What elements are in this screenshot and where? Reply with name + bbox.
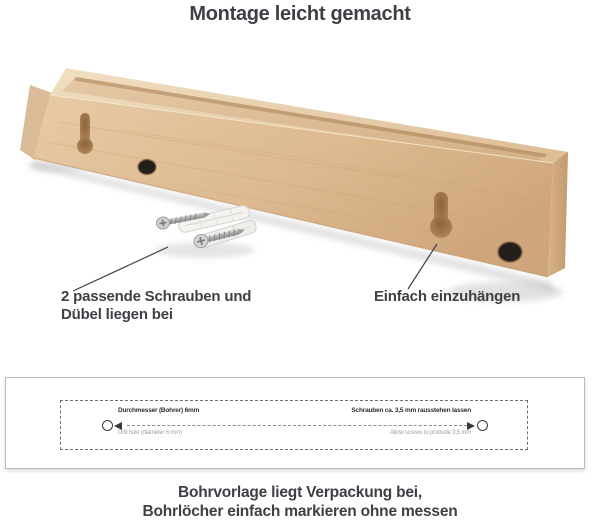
arrow-left-icon <box>114 422 122 430</box>
callout-hang-label: Einfach einzuhängen <box>374 288 521 305</box>
left-mark-label-de: Durchmesser (Bohrer) 6mm <box>118 407 200 414</box>
right-mark-label-en: Allow screws to protrude 3,5 mm <box>390 430 471 436</box>
drill-hole-left-icon <box>102 420 113 431</box>
callout-line-left <box>73 247 168 291</box>
wood-rail <box>20 68 568 277</box>
template-measure-line <box>127 425 467 426</box>
callout-screws-label <box>61 288 251 324</box>
page-title: Montage leicht gemacht <box>189 3 411 25</box>
footer-line2: Bohrlöcher einfach markieren ohne messen <box>142 503 458 520</box>
screw-hole-left-icon <box>138 160 156 175</box>
screw-hole-right-icon <box>498 242 522 262</box>
footer-note <box>0 483 600 521</box>
drill-hole-right-icon <box>477 420 488 431</box>
callout-screws-line2: Dübel liegen bei <box>61 306 173 323</box>
footer-line1: Bohrvorlage liegt Verpackung bei, <box>177 484 423 501</box>
callout-screws-line1: 2 passende Schrauben und <box>61 288 252 305</box>
drill-template-sheet <box>5 377 585 469</box>
left-mark-label-en: Drill hole (diameter 6 mm) <box>118 430 182 436</box>
right-mark-label-de: Schrauben ca. 3,5 mm rausstehen lassen <box>351 407 471 414</box>
arrow-right-icon <box>467 422 475 430</box>
